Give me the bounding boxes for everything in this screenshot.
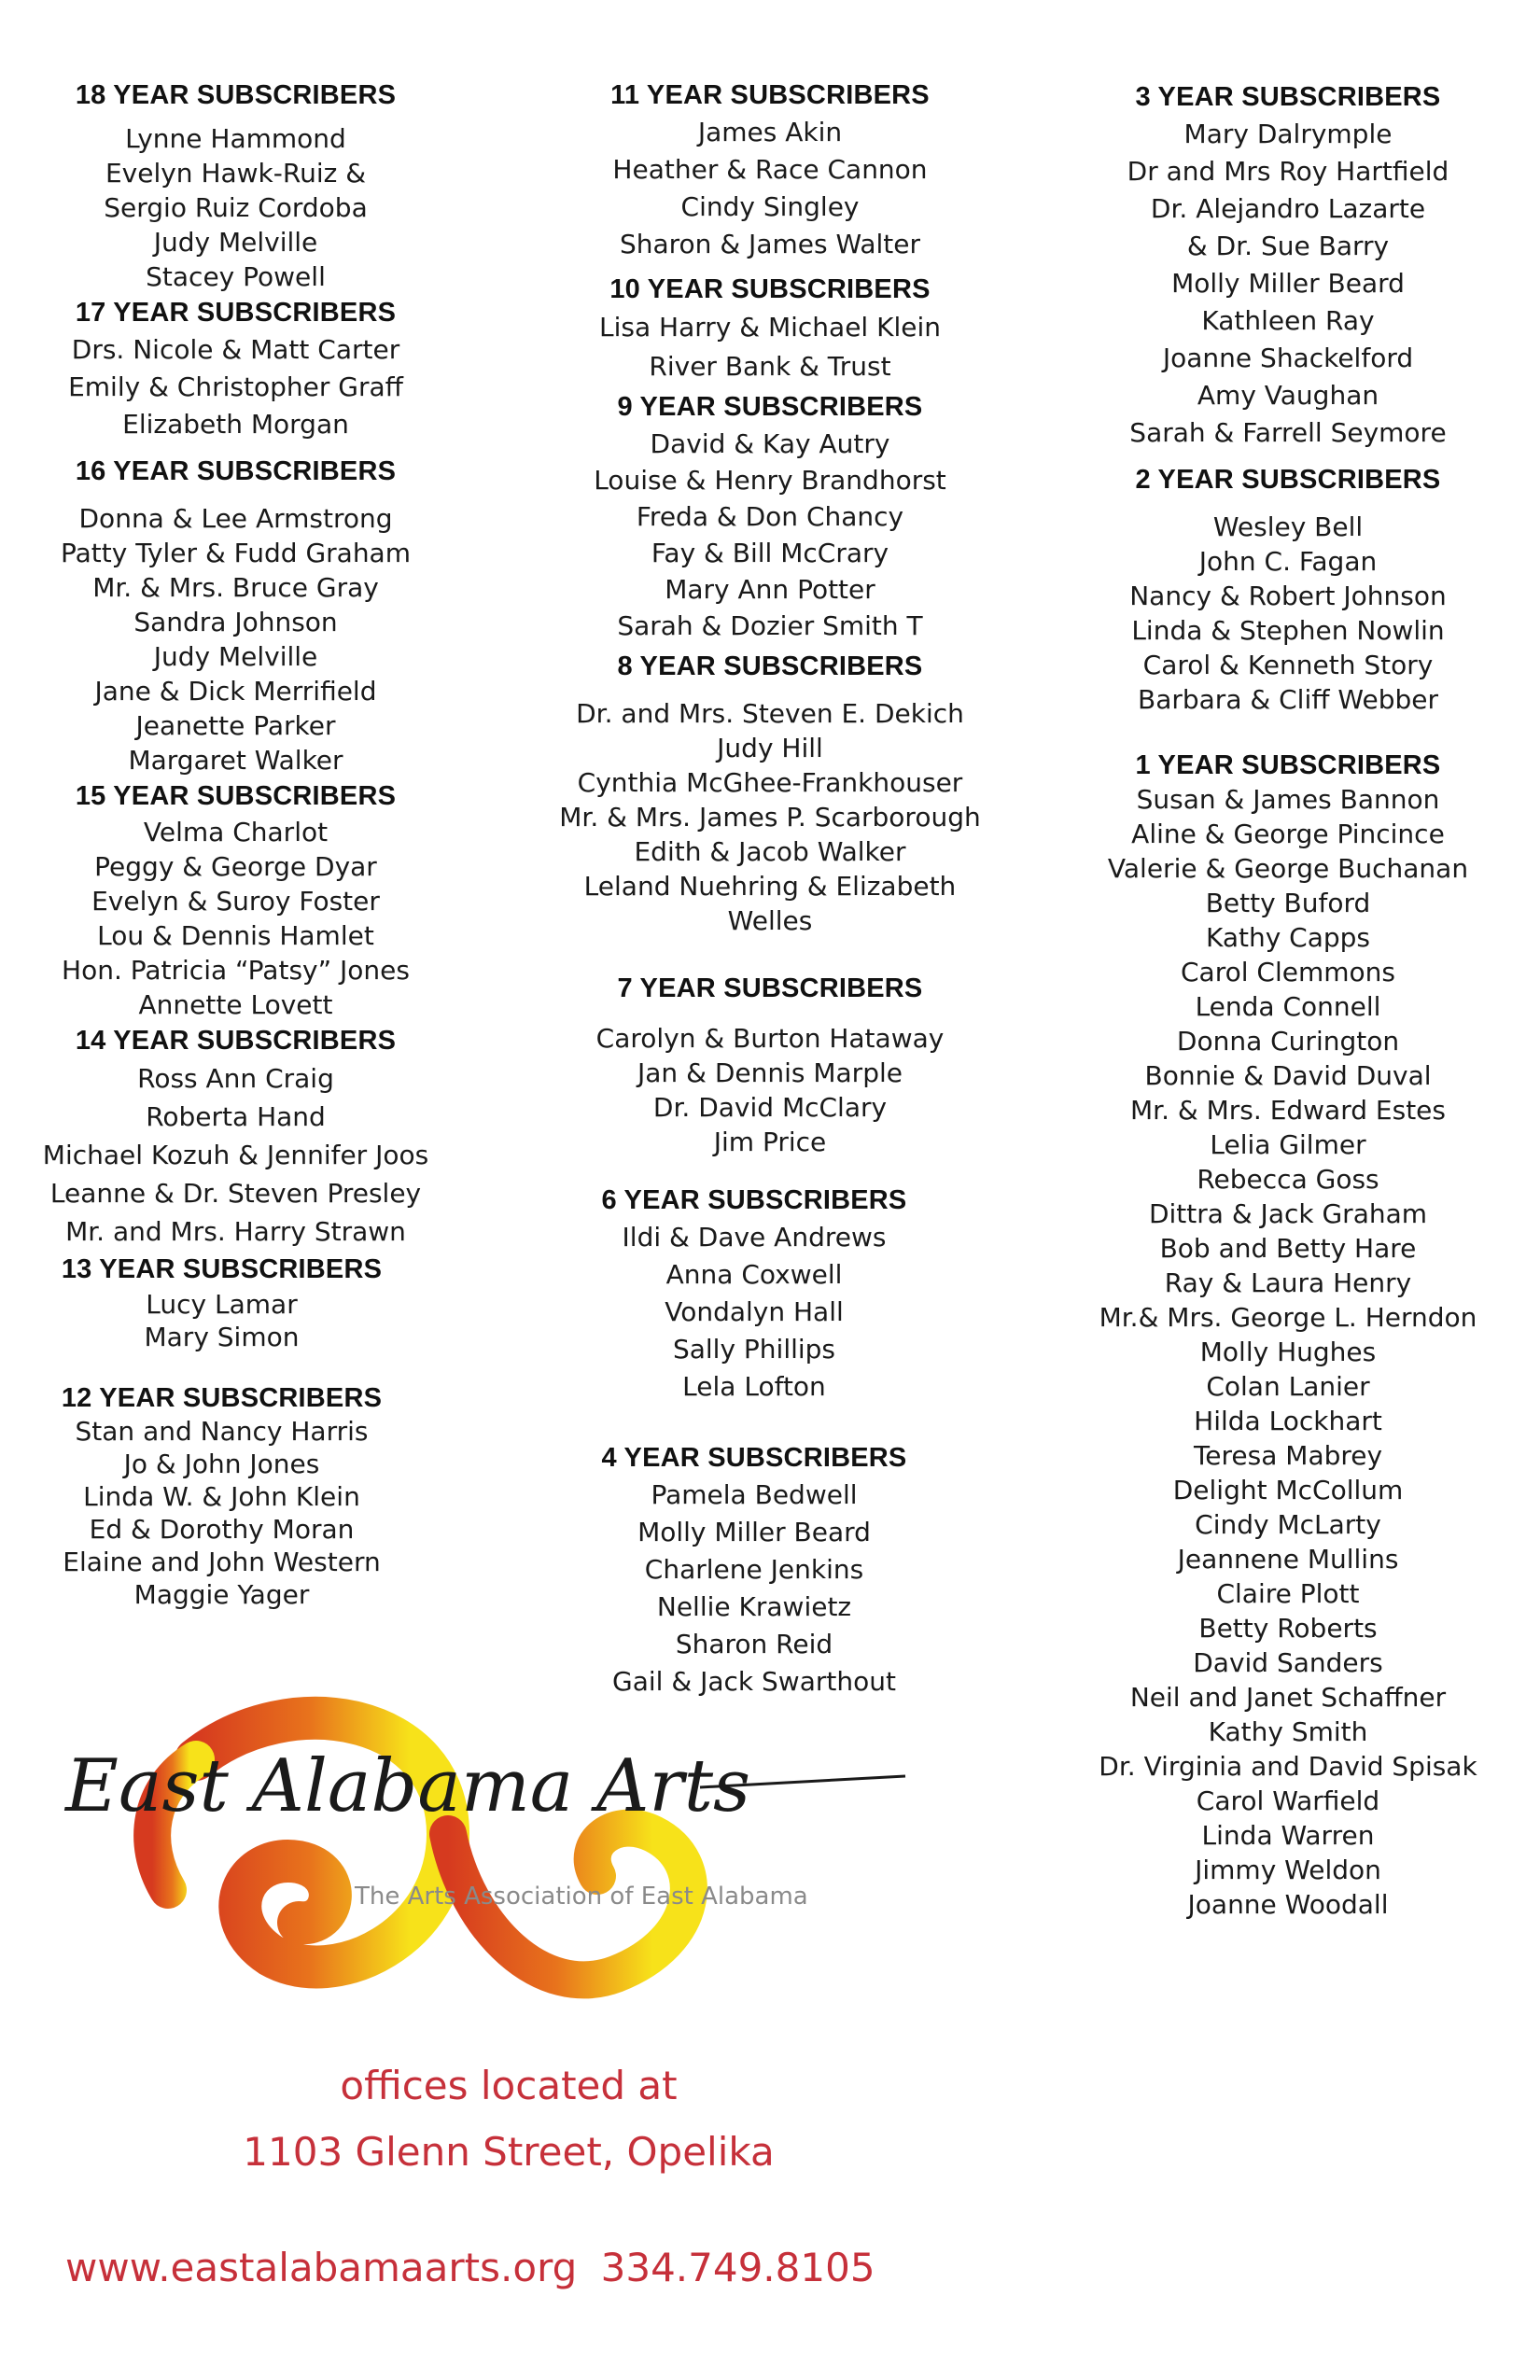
group-heading: 7 YEAR SUBSCRIBERS: [617, 973, 923, 1003]
subscriber-name: Roberta Hand: [146, 1101, 326, 1132]
group-heading: 1 YEAR SUBSCRIBERS: [1135, 750, 1441, 780]
subscriber-name: James Akin: [697, 117, 843, 147]
subscriber-name: Emily & Christopher Graff: [68, 371, 403, 402]
subscriber-name: Drs. Nicole & Matt Carter: [71, 334, 400, 365]
subscriber-name: Aline & George Pincince: [1131, 819, 1445, 849]
subscriber-name: Judy Melville: [153, 641, 318, 672]
subscriber-name: Annette Lovett: [138, 989, 333, 1020]
subscriber-name: John C. Fagan: [1198, 546, 1378, 577]
subscriber-name: Freda & Don Chancy: [636, 501, 904, 532]
subscriber-name: Dr. David McClary: [652, 1092, 888, 1123]
east-alabama-arts-logo: [56, 1694, 943, 2049]
subscriber-name: Mary Ann Potter: [665, 574, 875, 605]
subscriber-name: Mr. & Mrs. Edward Estes: [1130, 1095, 1446, 1126]
offices-line: offices located at: [340, 2063, 678, 2108]
subscriber-name: Cindy McLarty: [1195, 1509, 1381, 1540]
subscriber-name: Peggy & George Dyar: [94, 851, 377, 882]
subscriber-name: Heather & Race Cannon: [612, 154, 928, 185]
group-heading: 11 YEAR SUBSCRIBERS: [610, 80, 930, 110]
subscriber-name: Donna Curington: [1176, 1026, 1400, 1057]
subscriber-name: Welles: [727, 905, 813, 936]
subscriber-name: Nancy & Robert Johnson: [1129, 581, 1447, 611]
logo-swirl-graphic: [56, 1694, 943, 2049]
subscriber-column-2: [537, 77, 1003, 1701]
subscriber-name: Jane & Dick Merrifield: [94, 676, 377, 707]
subscriber-name: Patty Tyler & Fudd Graham: [61, 538, 411, 568]
subscriber-name: Sally Phillips: [672, 1334, 836, 1365]
subscriber-name: Jimmy Weldon: [1195, 1855, 1381, 1885]
group-heading: 2 YEAR SUBSCRIBERS: [1135, 465, 1441, 495]
subscriber-column-3: [1092, 78, 1484, 1922]
subscriber-name: Dr. Virginia and David Spisak: [1099, 1751, 1477, 1782]
subscriber-name: Joanne Woodall: [1187, 1889, 1389, 1920]
subscriber-name: Lucy Lamar: [146, 1289, 298, 1320]
subscriber-name: Leland Nuehring & Elizabeth: [583, 871, 957, 902]
group-12-year: [9, 1381, 434, 1611]
group-3-year: [1092, 78, 1484, 452]
subscriber-name: Betty Roberts: [1198, 1613, 1378, 1644]
subscriber-name: Susan & James Bannon: [1136, 784, 1440, 815]
subscriber-name: Donna & Lee Armstrong: [78, 503, 393, 534]
group-11-year: [537, 77, 1003, 263]
group-heading: 8 YEAR SUBSCRIBERS: [617, 651, 923, 681]
subscriber-name: Mary Dalrymple: [1183, 119, 1393, 149]
subscriber-name: Margaret Walker: [128, 745, 343, 776]
subscriber-name: Jim Price: [713, 1127, 827, 1157]
subscriber-name: Jeanette Parker: [135, 710, 336, 741]
subscriber-name: Carolyn & Burton Hataway: [595, 1023, 945, 1054]
subscriber-name: Dr. Alejandro Lazarte: [1150, 193, 1426, 224]
group-9-year: [537, 388, 1003, 644]
subscriber-name: Hon. Patricia “Patsy” Jones: [62, 955, 410, 986]
subscriber-name: Sandra Johnson: [133, 607, 338, 637]
subscriber-name: Lela Lofton: [682, 1371, 826, 1402]
address-line: 1103 Glenn Street, Opelika: [243, 2129, 775, 2175]
group-heading: 9 YEAR SUBSCRIBERS: [617, 392, 923, 422]
subscriber-name: Molly Miller Beard: [1171, 268, 1405, 299]
subscriber-name: Neil and Janet Schaffner: [1129, 1682, 1447, 1713]
subscriber-name: Anna Coxwell: [665, 1259, 843, 1290]
subscriber-name: Lynne Hammond: [125, 123, 346, 154]
subscriber-name: Elizabeth Morgan: [122, 409, 349, 440]
subscriber-name: Velma Charlot: [143, 817, 329, 847]
subscriber-name: Ildi & Dave Andrews: [622, 1222, 887, 1253]
group-6-year: [505, 1182, 1003, 1406]
subscriber-name: Dittra & Jack Graham: [1148, 1198, 1428, 1229]
subscriber-name: Ed & Dorothy Moran: [89, 1514, 355, 1545]
group-heading: 4 YEAR SUBSCRIBERS: [601, 1443, 907, 1473]
group-heading: 14 YEAR SUBSCRIBERS: [75, 1026, 397, 1056]
logo-tagline: The Arts Association of East Alabama: [355, 1883, 808, 1911]
subscriber-name: Sharon & James Walter: [619, 229, 921, 259]
subscriber-name: Sergio Ruiz Cordoba: [104, 192, 368, 223]
subscriber-name: Teresa Mabrey: [1193, 1440, 1383, 1471]
subscriber-name: Molly Hughes: [1199, 1337, 1377, 1367]
subscriber-name: Amy Vaughan: [1197, 380, 1379, 411]
subscriber-name: Hilda Lockhart: [1194, 1406, 1382, 1436]
subscriber-name: Kathleen Ray: [1201, 305, 1375, 336]
group-10-year: [537, 271, 1003, 386]
subscriber-name: Cynthia McGhee-Frankhouser: [577, 767, 963, 798]
subscriber-name: Judy Melville: [153, 227, 318, 258]
subscriber-name: Mary Simon: [144, 1322, 300, 1352]
subscriber-name: Colan Lanier: [1206, 1371, 1370, 1402]
subscriber-name: Sharon Reid: [675, 1629, 833, 1659]
subscriber-name: Mr.& Mrs. George L. Herndon: [1099, 1302, 1477, 1333]
subscriber-name: David & Kay Autry: [650, 428, 890, 459]
subscriber-name: Sarah & Farrell Seymore: [1129, 417, 1447, 448]
subscriber-name: Valerie & George Buchanan: [1107, 853, 1469, 884]
subscriber-name: Linda W. & John Klein: [83, 1481, 360, 1512]
subscriber-name: Judy Hill: [717, 733, 823, 763]
subscriber-name: Stacey Powell: [146, 261, 326, 292]
subscriber-name: & Dr. Sue Barry: [1186, 231, 1390, 261]
subscriber-name: Lisa Harry & Michael Klein: [598, 312, 941, 343]
subscriber-name: Bonnie & David Duval: [1144, 1060, 1432, 1091]
subscriber-name: Bob and Betty Hare: [1159, 1233, 1417, 1264]
subscriber-name: Mr. and Mrs. Harry Strawn: [65, 1216, 406, 1247]
group-heading: 15 YEAR SUBSCRIBERS: [75, 781, 397, 811]
subscriber-name: Carol Clemmons: [1181, 957, 1395, 987]
subscriber-name: Elaine and John Western: [63, 1547, 381, 1577]
subscriber-name: Carol & Kenneth Story: [1142, 650, 1434, 680]
group-heading: 6 YEAR SUBSCRIBERS: [601, 1185, 907, 1215]
group-heading: 3 YEAR SUBSCRIBERS: [1135, 82, 1441, 112]
group-16-year: [37, 453, 434, 777]
subscriber-name: Mr. & Mrs. Bruce Gray: [92, 572, 379, 603]
subscriber-name: Carol Warfield: [1196, 1785, 1380, 1816]
subscriber-name: River Bank & Trust: [649, 351, 891, 382]
subscriber-name: Lelia Gilmer: [1210, 1129, 1366, 1160]
group-15-year: [37, 777, 434, 1022]
group-heading: 18 YEAR SUBSCRIBERS: [75, 80, 397, 110]
subscriber-name: Mr. & Mrs. James P. Scarborough: [559, 802, 981, 833]
group-13-year: [9, 1251, 434, 1353]
subscriber-name: Fay & Bill McCrary: [651, 538, 889, 568]
phone-number: 334.749.8105: [600, 2245, 875, 2290]
group-4-year: [505, 1439, 1003, 1701]
subscriber-name: Wesley Bell: [1212, 511, 1364, 542]
subscriber-name: Dr and Mrs Roy Hartfield: [1127, 156, 1449, 187]
group-heading: 16 YEAR SUBSCRIBERS: [75, 456, 397, 486]
subscriber-name: Dr. and Mrs. Steven E. Dekich: [576, 698, 964, 729]
subscriber-name: Charlene Jenkins: [644, 1554, 864, 1585]
subscriber-name: Ross Ann Craig: [137, 1063, 334, 1094]
subscriber-name: Louise & Henry Brandhorst: [594, 465, 946, 496]
subscriber-name: Cindy Singley: [680, 191, 860, 222]
subscriber-name: Delight McCollum: [1172, 1475, 1404, 1505]
subscriber-name: David Sanders: [1193, 1647, 1383, 1678]
subscriber-name: Evelyn & Suroy Foster: [91, 886, 380, 917]
group-heading: 10 YEAR SUBSCRIBERS: [609, 274, 931, 304]
subscriber-name: Betty Buford: [1205, 888, 1371, 918]
subscriber-name: Linda & Stephen Nowlin: [1131, 615, 1445, 646]
subscriber-name: Gail & Jack Swarthout: [612, 1666, 896, 1697]
subscriber-name: Kathy Capps: [1205, 922, 1371, 953]
footer-contact: [65, 2240, 875, 2296]
group-7-year: [537, 970, 1003, 1159]
group-14-year: [37, 1022, 434, 1251]
subscriber-name: Linda Warren: [1201, 1820, 1375, 1851]
subscriber-name: Ray & Laura Henry: [1164, 1267, 1412, 1298]
group-heading: 12 YEAR SUBSCRIBERS: [61, 1383, 383, 1413]
subscriber-name: Jo & John Jones: [123, 1449, 320, 1479]
group-1-year: [1092, 749, 1484, 1922]
subscriber-name: Jan & Dennis Marple: [637, 1057, 903, 1088]
subscriber-name: Jeannene Mullins: [1177, 1544, 1399, 1575]
subscriber-name: Kathy Smith: [1208, 1716, 1368, 1747]
group-heading: 13 YEAR SUBSCRIBERS: [61, 1254, 383, 1284]
subscriber-name: Michael Kozuh & Jennifer Joos: [42, 1140, 429, 1170]
group-17-year: [37, 294, 434, 443]
subscriber-name: Nellie Krawietz: [656, 1591, 852, 1622]
subscriber-name: Lenda Connell: [1195, 991, 1381, 1022]
group-18-year: [37, 77, 434, 294]
logo-title: East Alabama Arts: [65, 1744, 751, 1828]
subscriber-name: Pamela Bedwell: [651, 1479, 858, 1510]
website-link[interactable]: www.eastalabamaarts.org: [65, 2245, 578, 2290]
subscriber-column-1: [37, 77, 434, 1611]
subscriber-name: Joanne Shackelford: [1162, 343, 1414, 373]
subscriber-name: Barbara & Cliff Webber: [1138, 684, 1438, 715]
subscriber-name: Molly Miller Beard: [637, 1517, 871, 1547]
subscriber-name: Edith & Jacob Walker: [634, 836, 906, 867]
subscriber-name: Lou & Dennis Hamlet: [97, 920, 374, 951]
group-2-year: [1092, 461, 1484, 717]
subscriber-name: Leanne & Dr. Steven Presley: [49, 1178, 422, 1209]
subscriber-name: Sarah & Dozier Smith T: [617, 610, 923, 641]
subscriber-name: Stan and Nancy Harris: [75, 1416, 369, 1447]
group-8-year: [537, 648, 1003, 938]
subscriber-name: Claire Plott: [1216, 1578, 1360, 1609]
subscriber-name: Vondalyn Hall: [665, 1296, 844, 1327]
subscriber-name: Rebecca Goss: [1197, 1164, 1379, 1195]
subscriber-name: Maggie Yager: [133, 1579, 310, 1610]
group-heading: 17 YEAR SUBSCRIBERS: [75, 298, 397, 328]
subscriber-name: Evelyn Hawk-Ruiz &: [105, 158, 367, 189]
